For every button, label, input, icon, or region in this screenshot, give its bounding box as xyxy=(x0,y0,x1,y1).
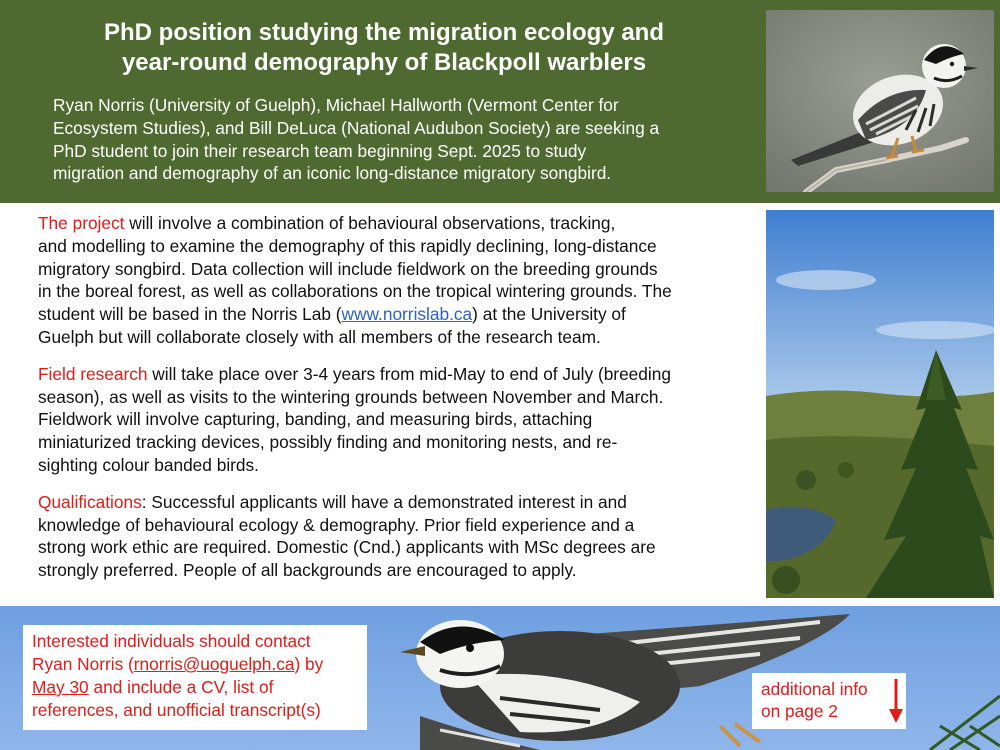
deadline-date: May 30 xyxy=(32,677,89,697)
field-line-4: miniaturized tracking devices, possibly finding and monitoring nests, and re- xyxy=(38,432,618,453)
qualifications-line-1-text: : Successful applicants will have a demonstrated interest in and xyxy=(141,491,627,512)
title-line-1: PhD position studying the migration ecology and xyxy=(103,19,664,46)
field-line-2: season), as well as visits to the wintering grounds between November and March. xyxy=(38,386,664,407)
project-line-1 xyxy=(38,212,762,235)
intro-paragraph xyxy=(53,94,753,185)
intro-line-3: PhD student to join their research team beginning Sept. 2025 to study xyxy=(53,140,587,161)
main-body xyxy=(38,212,762,596)
title-line-2: year-round demography of Blackpoll warblers xyxy=(121,49,647,76)
qualifications-paragraph xyxy=(38,491,762,582)
project-line-4: in the boreal forest, as well as collaborations on the tropical wintering grounds. The xyxy=(38,281,672,302)
contact-line-3 xyxy=(32,676,359,699)
norris-lab-link[interactable]: www.norrislab.ca xyxy=(341,304,473,325)
project-line-1-text: will involve a combination of behavioural observations, tracking, xyxy=(124,213,616,233)
qualifications-line-1 xyxy=(38,491,762,514)
project-line-5 xyxy=(38,303,762,326)
info-line-1: additional info xyxy=(761,679,868,699)
field-paragraph xyxy=(38,363,762,477)
field-line-1 xyxy=(38,363,762,386)
project-paragraph xyxy=(38,212,762,349)
page-title xyxy=(20,18,748,78)
qualifications-heading: Qualifications xyxy=(38,491,142,512)
qualifications-line-4: strongly preferred. People of all backgrounds are encouraged to apply. xyxy=(38,560,577,581)
field-heading: Field research xyxy=(38,363,148,384)
project-heading: The project xyxy=(38,213,125,233)
project-line-2: and modelling to examine the demography of this rapidly declining, long-distance xyxy=(38,235,657,256)
boreal-landscape-photo xyxy=(766,210,994,598)
contact-line-2-after: ) by xyxy=(294,654,324,674)
field-line-1-text: will take place over 3-4 years from mid-May to end of July (breeding xyxy=(147,363,671,384)
project-line-5-after: ) at the University of xyxy=(472,304,626,325)
down-arrow-icon xyxy=(888,677,904,725)
info-line-2: on page 2 xyxy=(761,701,838,721)
qualifications-line-2: knowledge of behavioural ecology & demography. Prior field experience and a xyxy=(38,514,635,535)
intro-line-2: Ecosystem Studies), and Bill DeLuca (National Audubon Society) are seeking a xyxy=(53,117,660,138)
field-line-5: sighting colour banded birds. xyxy=(38,454,259,475)
project-line-6: Guelph but will collaborate closely with all members of the research team. xyxy=(38,326,601,347)
contact-line-1: Interested individuals should contact xyxy=(32,631,311,651)
field-line-3: Fieldwork will involve capturing, banding, and measuring birds, attaching xyxy=(38,409,593,430)
contact-line-4: references, and unofficial transcript(s) xyxy=(32,700,321,720)
warbler-photo xyxy=(766,10,994,192)
contact-line-2-before: Ryan Norris ( xyxy=(32,654,134,674)
contact-email-link[interactable]: rnorris@uoguelph.ca xyxy=(133,654,295,674)
intro-line-4: migration and demography of an iconic long-distance migratory songbird. xyxy=(53,163,612,184)
project-line-3: migratory songbird. Data collection will include fieldwork on the breeding grounds xyxy=(38,258,658,279)
project-line-5-before: student will be based in the Norris Lab ( xyxy=(38,304,342,325)
contact-line-3-after: and include a CV, list of xyxy=(88,677,274,697)
contact-line-2 xyxy=(32,653,359,676)
additional-info-box xyxy=(752,673,906,729)
qualifications-line-3: strong work ethic are required. Domestic (Cnd.) applicants with MSc degrees are xyxy=(38,537,656,558)
contact-box xyxy=(23,625,367,730)
intro-line-1: Ryan Norris (University of Guelph), Michael Hallworth (Vermont Center for xyxy=(53,95,619,115)
